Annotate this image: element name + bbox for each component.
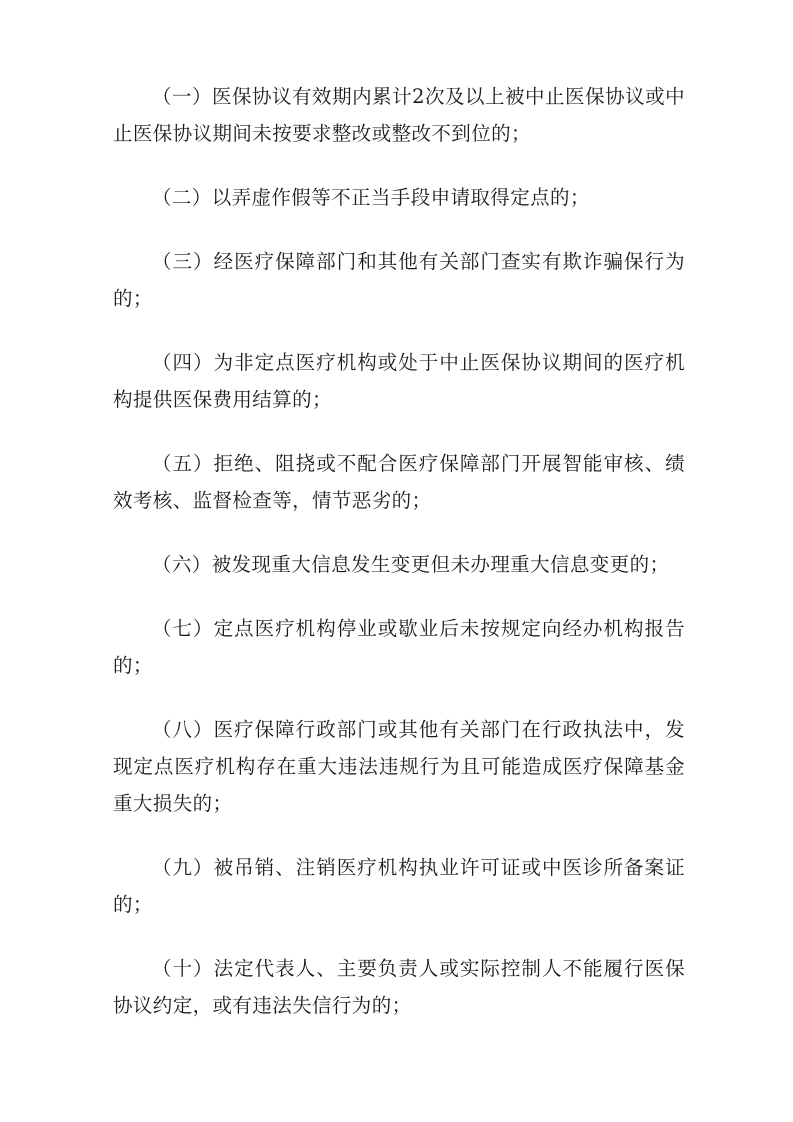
clause-7: （七）定点医疗机构停业或歇业后未按规定向经办机构报告的； (113, 617, 685, 677)
clause-6: （六）被发现重大信息发生变更但未办理重大信息变更的； (152, 553, 670, 576)
clause-2: （二）以弄虚作假等不正当手段申请取得定点的； (152, 186, 590, 209)
clause-9: （九）被吊销、注销医疗机构执业许可证或中医诊所备案证的； (113, 856, 685, 916)
clause-4: （四）为非定点医疗机构或处于中止医保协议期间的医疗机构提供医保费用结算的； (113, 351, 685, 411)
clause-5: （五）拒绝、阻挠或不配合医疗保障部门开展智能审核、绩效考核、监督检查等，情节恶劣的； (113, 452, 685, 512)
clause-10: （十）法定代表人、主要负责人或实际控制人不能履行医保协议约定，或有违法失信行为的； (113, 957, 685, 1017)
clause-1: （一）医保协议有效期内累计2次及以上被中止医保协议或中止医保协议期间未按要求整改或整改不到位的； (113, 85, 685, 145)
clause-3: （三）经医疗保障部门和其他有关部门查实有欺诈骗保行为的； (113, 250, 685, 310)
clause-8: （八）医疗保障行政部门或其他有关部门在行政执法中，发现定点医疗机构存在重大违法违规行为且可能造成医疗保障基金重大损失的； (113, 718, 685, 815)
document-body (113, 78, 685, 1051)
